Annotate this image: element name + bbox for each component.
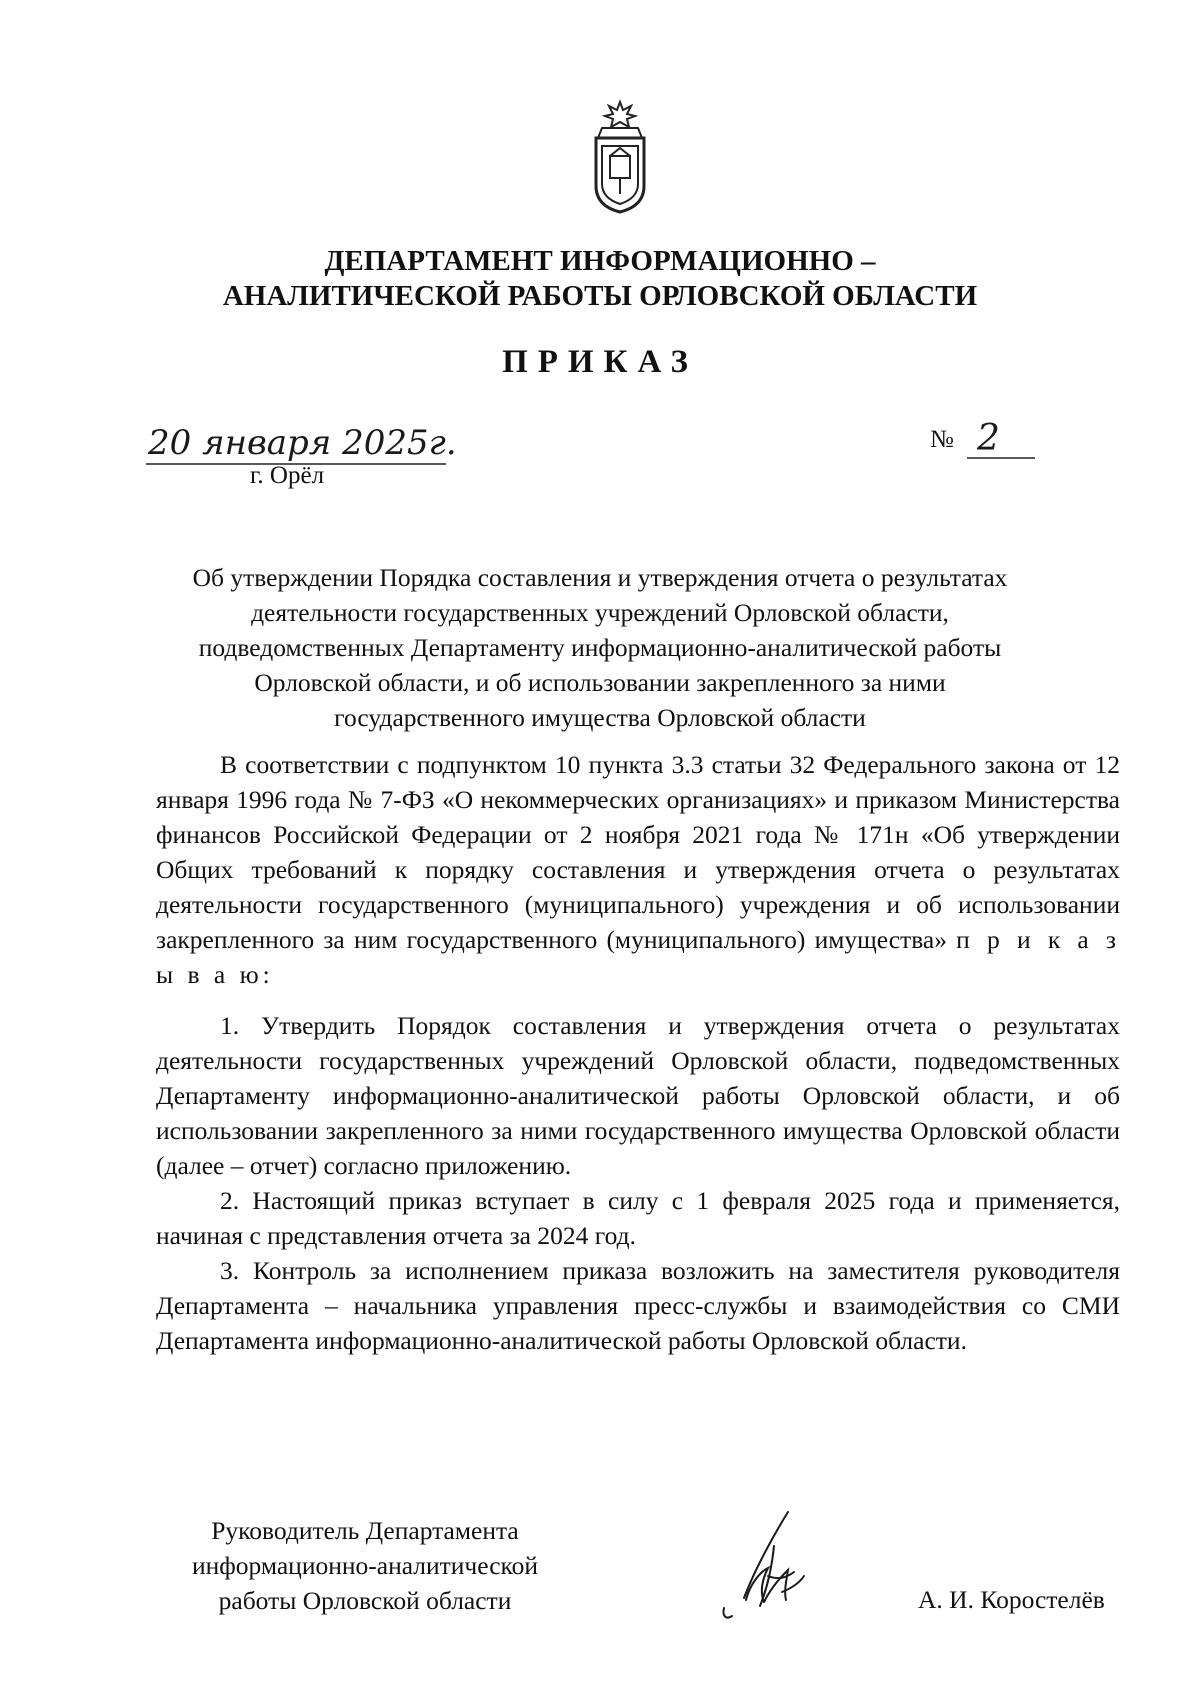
item-3: 3. Контроль за исполнением приказа возложить на заместителя руководителя Департамента – начальника управления пресс-службы и взаимодействия со СМИ Департамента информационно-аналитической работы Орловской области.	[156, 1256, 1120, 1355]
subject-line-5: государственного имущества Орловской области	[334, 703, 866, 732]
preamble-text: В соответствии с подпунктом 10 пункта 3.3 статьи 32 Федерального закона от 12 января 1996 года № 7-ФЗ «О некоммерческих организациях» и приказом Министерства финансов Российской Федерации от 2 ноября 2021 года № 171н «Об утверждении Общих требований к порядку составления и утверждения отчета о результатах деятельности государственного (муниципального) учреждения и об использовании закрепленного за ним государственного (муниципального) имущества»	[156, 750, 1120, 954]
subject-line-2: деятельности государственных учреждений Орловской области,	[251, 598, 949, 627]
handwritten-date-text: 20 января 2025г.	[148, 423, 457, 463]
document-subject	[150, 560, 1050, 735]
signatory-position-line-3: работы Орловской области	[218, 1586, 512, 1615]
signature-icon	[716, 1506, 826, 1624]
coat-of-arms-icon	[588, 98, 652, 216]
subject-line-3: подведомственных Департаменту информационно-аналитической работы	[198, 633, 1002, 662]
document-body	[156, 747, 1120, 1358]
item-1: 1. Утвердить Порядок составления и утверждения отчета о результатах деятельности государственных учреждений Орловской области, подведомственных Департаменту информационно-аналитической работы Орловской области, и об использовании закрепленного за ними государственного имущества Орловской области (далее – отчет) согласно приложению.	[156, 1011, 1120, 1180]
department-title-line-1: ДЕПАРТАМЕНТ ИНФОРМАЦИОННО –	[324, 245, 876, 277]
preamble-paragraph	[156, 747, 1120, 992]
handwritten-number	[967, 420, 1037, 468]
department-title-line-2: АНАЛИТИЧЕСКОЙ РАБОТЫ ОРЛОВСКОЙ ОБЛАСТИ	[222, 280, 978, 312]
order-word: п р и к а з ы в а ю:	[156, 925, 1120, 989]
number-label: №	[930, 426, 954, 453]
signatory-position-line-1: Руководитель Департамента	[211, 1516, 519, 1545]
department-title	[150, 244, 1050, 314]
subject-line-4: Орловской области, и об использовании закрепленного за ними	[254, 668, 946, 697]
signatory-position-line-2: информационно-аналитической	[191, 1551, 539, 1580]
subject-line-1: Об утверждении Порядка составления и утверждения отчета о результатах	[192, 563, 1008, 592]
signatory-position	[150, 1513, 580, 1618]
signatory-name: А. И. Коростелёв	[918, 1585, 1105, 1614]
item-2: 2. Настоящий приказ вступает в силу с 1 февраля 2025 года и применяется, начиная с представления отчета за 2024 год.	[156, 1186, 1120, 1250]
handwritten-number-text: 2	[977, 420, 1000, 459]
city: г. Орёл	[250, 462, 325, 489]
document-kind: ПРИКАЗ	[502, 344, 698, 380]
